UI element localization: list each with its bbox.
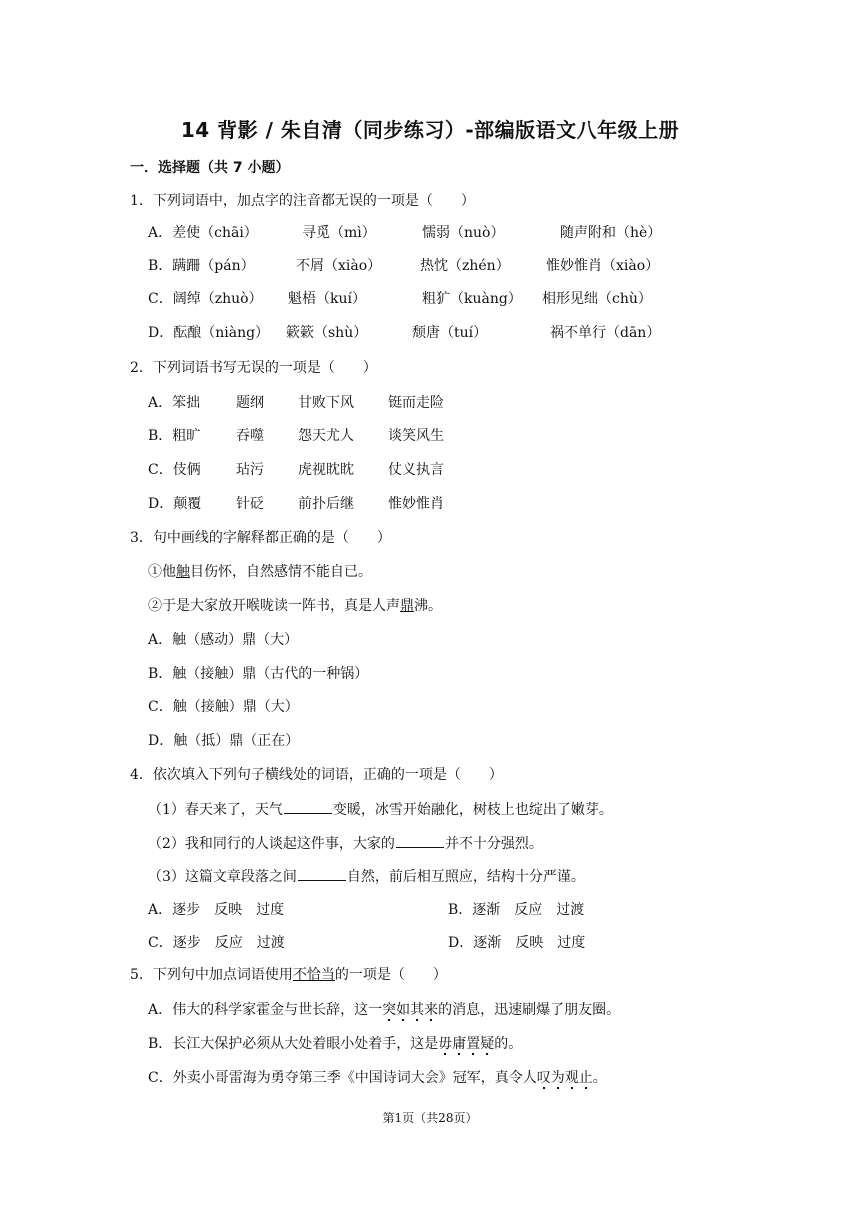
- question-4-sentence-1: [148, 799, 613, 820]
- q2-b-word-2: 吞噬: [236, 428, 264, 444]
- q1-a-word-3: 懦弱（nuò）: [422, 225, 505, 241]
- question-3-option-b: B．触（接触）鼎（古代的一种锅）: [148, 666, 369, 682]
- q5-c-post: 。: [592, 1070, 607, 1086]
- q1-b-word-3: 热忱（zhén）: [420, 258, 510, 274]
- q1-a-word-4: 随声附和（hè）: [560, 225, 662, 241]
- question-3-sentence-1: [148, 562, 372, 582]
- question-4-option-b: B．逐渐 反应 过渡: [448, 902, 585, 918]
- question-1-stem: 1．下列词语中，加点字的注音都无误的一项是（ ）: [130, 193, 475, 209]
- q3-s2-post: 沸。: [414, 598, 442, 614]
- question-4-stem: 4．依次填入下列句子横线处的词语，正确的一项是（ ）: [130, 767, 503, 783]
- question-3-option-c: C．触（接触）鼎（大）: [148, 699, 299, 715]
- question-3-option-d: D．触（抵）鼎（正在）: [148, 733, 300, 749]
- question-3-sentence-2: [148, 596, 442, 616]
- q4-s1-blank: [284, 799, 332, 814]
- q1-c-word-4: 相形见绌（chù）: [542, 291, 652, 307]
- q5-b-dotted: 毋庸置疑: [438, 1036, 494, 1056]
- q1-a-word-2: 寻觅（mì）: [302, 225, 376, 241]
- q1-c-word-1: C．阔绰（zhuò）: [148, 291, 263, 307]
- q5-a-post: 的消息，迅速刷爆了朋友圈。: [438, 1002, 621, 1018]
- q5-a-pre: A．伟大的科学家霍金与世长辞，这一: [148, 1002, 383, 1018]
- q4-s1-post: 变暖，冰雪开始融化，树枝上也绽出了嫩芽。: [332, 802, 613, 818]
- q2-b-word-3: 怨天尤人: [298, 428, 354, 444]
- q3-s1-pre: ①他: [148, 564, 176, 580]
- q1-c-word-2: 魁梧（kuí）: [288, 291, 366, 307]
- q3-s2-pre: ②于是大家放开喉咙读一阵书，真是人声: [148, 598, 400, 614]
- page-footer: 第1页（共28页）: [382, 1111, 478, 1125]
- question-4-option-c: C．逐步 反应 过渡: [148, 935, 285, 951]
- q4-s2-pre: （2）我和同行的人谈起这件事，大家的: [148, 836, 395, 852]
- question-4-sentence-2: [148, 833, 543, 854]
- q5-b-post: 的。: [494, 1036, 523, 1052]
- q1-d-word-4: 祸不单行（dān）: [550, 325, 661, 341]
- question-5-option-b: [148, 1034, 522, 1054]
- q2-a-word-4: 铤而走险: [388, 395, 444, 411]
- q3-s1-post: 目伤怀，自然感情不能自已。: [190, 564, 372, 580]
- q1-b-word-1: B．蹒跚（pán）: [148, 258, 255, 274]
- page-title: 14 背影 / 朱自清（同步练习）-部编版语文八年级上册: [180, 118, 680, 142]
- q4-s2-post: 并不十分强烈。: [444, 836, 543, 852]
- section-heading: 一．选择题（共 7 小题）: [130, 160, 290, 176]
- q3-s1-underlined: 触: [176, 564, 190, 580]
- q4-s1-pre: （1）春天来了，天气: [148, 802, 283, 818]
- q5-stem-pre: 5．下列句中加点词语使用: [130, 967, 293, 983]
- question-5-stem: [130, 965, 447, 985]
- q1-d-word-2: 簌簌（shù）: [286, 325, 368, 341]
- q2-a-word-3: 甘败下风: [298, 395, 354, 411]
- question-4-sentence-3: [148, 866, 585, 887]
- q4-s3-post: 自然，前后相互照应，结构十分严谨。: [346, 869, 585, 885]
- question-2-stem: 2．下列词语书写无误的一项是（ ）: [130, 360, 377, 376]
- question-3-option-a: A．触（感动）鼎（大）: [148, 632, 299, 648]
- q1-d-word-3: 颓唐（tuí）: [412, 325, 488, 341]
- q2-b-word-1: B．粗旷: [148, 428, 201, 444]
- q5-b-pre: B．长江大保护必须从大处着眼小处着手，这是: [148, 1036, 439, 1052]
- q2-c-word-1: C．伎俩: [148, 462, 201, 478]
- q2-c-word-3: 虎视眈眈: [298, 462, 354, 478]
- q5-a-dotted: 突如其来: [382, 1002, 438, 1022]
- q1-c-word-3: 粗犷（kuàng）: [422, 291, 522, 307]
- q4-s3-pre: （3）这篇文章段落之间: [148, 869, 297, 885]
- q5-c-pre: C．外卖小哥雷海为勇夺第三季《中国诗词大会》冠军，真令人: [148, 1070, 537, 1086]
- q2-a-word-1: A．笨拙: [148, 395, 201, 411]
- q2-b-word-4: 谈笑风生: [388, 428, 444, 444]
- q5-c-dotted: 叹为观止: [537, 1070, 593, 1090]
- q2-d-word-2: 针砭: [236, 496, 264, 512]
- question-4-option-d: D．逐渐 反映 过度: [448, 935, 586, 951]
- q2-d-word-4: 惟妙惟肖: [388, 496, 444, 512]
- q4-s2-blank: [396, 833, 444, 848]
- q4-s3-blank: [298, 866, 346, 881]
- q2-d-word-1: D．颠覆: [148, 496, 202, 512]
- q2-a-word-2: 题纲: [236, 395, 264, 411]
- q2-c-word-2: 玷污: [236, 462, 264, 478]
- q2-c-word-4: 仗义执言: [388, 462, 444, 478]
- question-3-stem: 3．句中画线的字解释都正确的是（ ）: [130, 530, 391, 546]
- q3-s2-underlined: 鼎: [400, 598, 414, 614]
- q1-d-word-1: D．酝酿（niàng）: [148, 325, 270, 341]
- q5-stem-underlined: 不恰当: [292, 967, 335, 983]
- question-5-option-a: [148, 1000, 620, 1020]
- q5-stem-post: 的一项是（ ）: [334, 967, 447, 983]
- question-4-option-a: A．逐步 反映 过度: [148, 902, 285, 918]
- q1-a-word-1: A．差使（chāi）: [148, 225, 258, 241]
- q1-b-word-2: 不屑（xiào）: [296, 258, 382, 274]
- q1-b-word-4: 惟妙惟肖（xiào）: [546, 258, 660, 274]
- q2-d-word-3: 前扑后继: [298, 496, 354, 512]
- question-5-option-c: [148, 1068, 607, 1088]
